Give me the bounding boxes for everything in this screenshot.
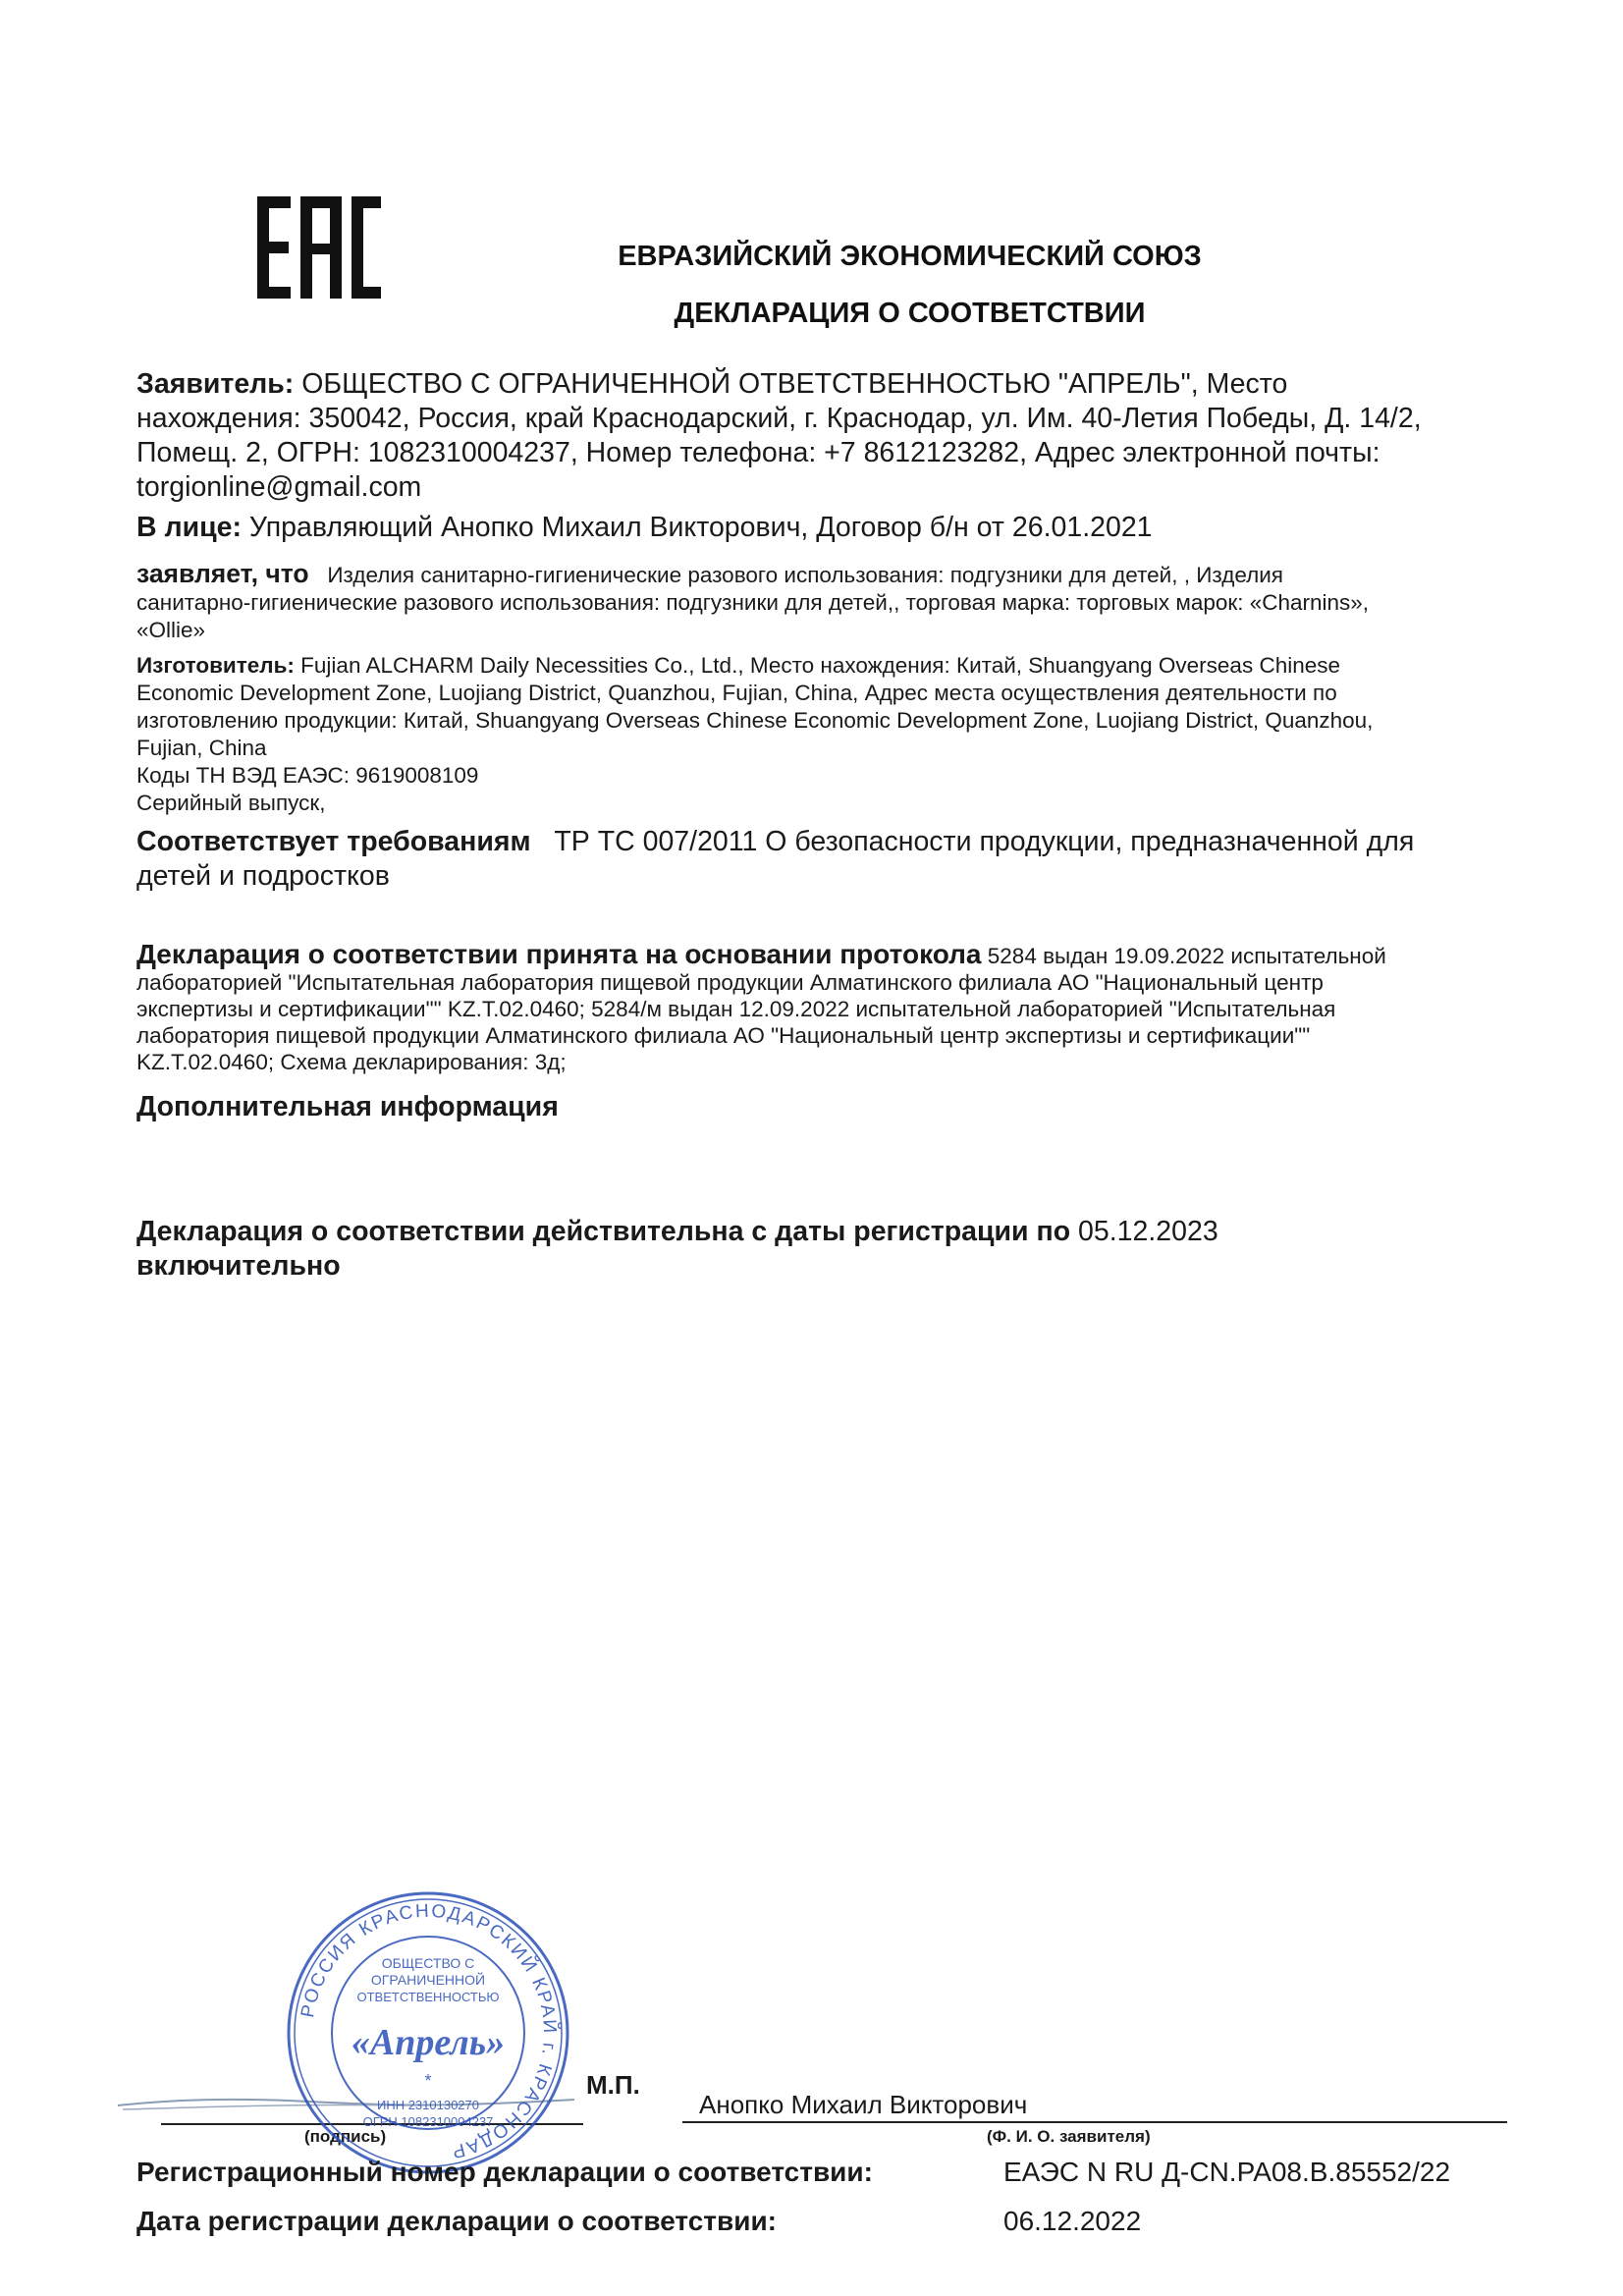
applicant-line3: Помещ. 2, ОГРН: 1082310004237, Номер телефона: +7 8612123282, Адрес электронной почты: [136,437,1380,468]
conforms-block [136,825,1541,894]
mp-label: М.П. [586,2070,640,2100]
manufacturer-block [136,652,1541,817]
basis-line4: лаборатория пищевой продукции Алматинского филиала АО "Национальный центр экспертизы и сертификации"" [136,1023,1311,1048]
serial-release: Серийный выпуск, [136,791,326,815]
registration-number-value: ЕАЭС N RU Д-CN.PA08.B.85552/22 [1003,2157,1451,2187]
registration-number-label: Регистрационный номер декларации о соответствии: [136,2157,873,2187]
applicant-block [136,367,1541,505]
name-line [682,2121,1507,2123]
applicant-label: Заявитель: [136,368,295,400]
person-value: Управляющий Анопко Михаил Викторович, Договор б/н от 26.01.2021 [248,512,1153,543]
basis-block [136,941,1550,1075]
conforms-label: Соответствует требованиям [136,826,531,857]
stamp-brand: «Апрель» [351,2022,506,2063]
basis-line5: KZ.T.02.0460; Схема декларирования: 3д; [136,1050,567,1074]
declares-label: заявляет, что [136,559,309,588]
stamp-line1: ОБЩЕСТВО С [381,1955,475,1971]
conforms-line1: ТР ТС 007/2011 О безопасности продукции, предназначенной для [554,826,1415,857]
person-label: В лице: [136,512,242,543]
applicant-line1: ОБЩЕСТВО С ОГРАНИЧЕННОЙ ОТВЕТСТВЕННОСТЬЮ "АПРЕЛЬ", Место [301,368,1288,400]
declaration-title: ДЕКЛАРАЦИЯ О СООТВЕТСТВИИ [674,298,1146,329]
validity-block [136,1215,1541,1284]
validity-date: 05.12.2023 [1078,1216,1218,1247]
basis-line2: лабораторией "Испытательная лаборатория пищевой продукции Алматинского филиала АО "Национальный центр [136,970,1324,995]
basis-line1: 5284 выдан 19.09.2022 испытательной [987,944,1386,968]
declares-block [136,560,1541,644]
manufacturer-line2: Economic Development Zone, Luojiang District, Quanzhou, Fujian, China, Адрес места осуществления деятельности по [136,681,1337,705]
manufacturer-line1: Fujian ALCHARM Daily Necessities Co., Ltd., Место нахождения: Китай, Shuangyang Overseas Chinese [300,653,1340,678]
conforms-line2: детей и подростков [136,860,390,892]
registration-date-value: 06.12.2022 [1003,2206,1142,2236]
stamp-line3: ОТВЕТСТВЕННОСТЬЮ [356,1990,500,2004]
stamp-ogrn: ОГРН 1082310004237 [362,2114,494,2129]
validity-label: Декларация о соответствии действительна с даты регистрации по [136,1216,1071,1247]
applicant-name: Анопко Михаил Викторович [699,2090,1028,2119]
name-caption: (Ф. И. О. заявителя) [987,2127,1151,2146]
registration-date-label: Дата регистрации декларации о соответствии: [136,2206,777,2236]
manufacturer-label: Изготовитель: [136,653,295,678]
declares-line1: Изделия санитарно-гигиенические разового использования: подгузники для детей, , Изделия [327,563,1283,587]
union-title: ЕВРАЗИЙСКИЙ ЭКОНОМИЧЕСКИЙ СОЮЗ [618,241,1202,272]
basis-line3: экспертизы и сертификации"" KZ.T.02.0460; 5284/м выдан 12.09.2022 испытательной лабораторией "Испытательная [136,997,1336,1021]
tn-ved-codes: Коды ТН ВЭД ЕАЭС: 9619008109 [136,763,479,788]
additional-info-label: Дополнительная информация [136,1091,559,1122]
declares-line2: санитарно-гигиенические разового использования: подгузники для детей,, торговая марка: торговых марок: «Charnins», [136,590,1370,615]
signature-caption: (подпись) [304,2127,387,2146]
stamp-star: * [424,2071,432,2091]
person-block [136,511,1541,545]
stamp-inn: ИНН 2310130270 [376,2098,480,2112]
validity-suffix: включительно [136,1250,341,1282]
applicant-line4: torgionline@gmail.com [136,471,422,503]
manufacturer-line4: Fujian, China [136,736,267,760]
stamp-ring-text: РОССИЯ КРАСНОДАРСКИЙ КРАЙ г. КРАСНОДАР [297,1900,561,2162]
stamp-line2: ОГРАНИЧЕННОЙ [370,1972,486,1988]
manufacturer-line3: изготовлению продукции: Китай, Shuangyang Overseas Chinese Economic Development Zone, Luojiang District, Quanzhou, [136,708,1374,733]
applicant-line2: нахождения: 350042, Россия, край Краснодарский, г. Краснодар, ул. Им. 40-Летия Победы, Д. 14/2, [136,403,1422,434]
declares-line3: «Ollie» [136,618,206,642]
company-stamp [281,1886,575,2180]
basis-label: Декларация о соответствии принята на основании протокола [136,939,982,969]
